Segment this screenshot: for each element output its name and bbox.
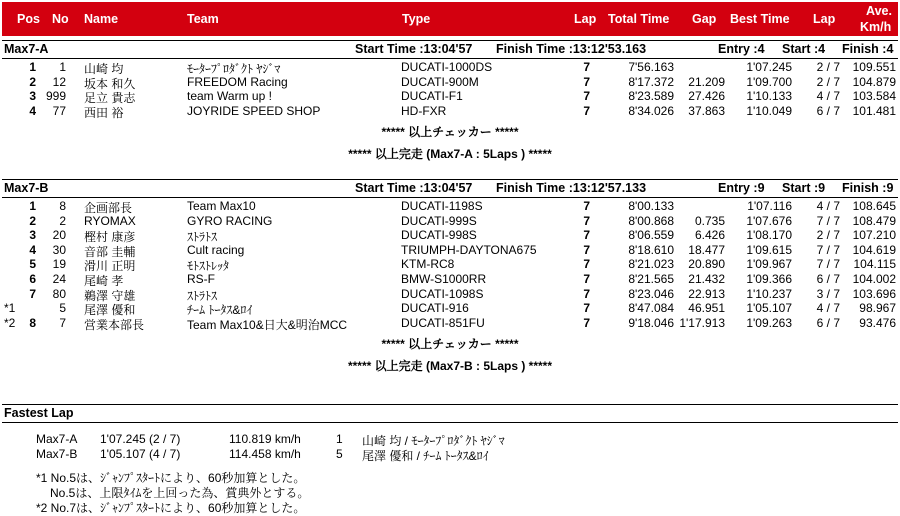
number: 12 [52, 74, 66, 89]
position: 4 [29, 242, 36, 257]
start-time: Start Time :13:04'57 [355, 181, 473, 195]
team-name: GYRO RACING [187, 213, 273, 228]
table-row [0, 214, 900, 228]
laps: 7 [583, 199, 590, 213]
table-row [0, 228, 900, 245]
bike-type: TRIUMPH-DAYTONA675 [401, 242, 537, 257]
number: 2 [59, 213, 66, 228]
team-name: ｽﾄﾗﾄｽ [187, 230, 218, 245]
bike-type: DUCATI-999S [401, 213, 477, 228]
class-name: Max7-B [36, 447, 78, 461]
laps: 7 [583, 228, 590, 243]
laps: 7 [583, 89, 590, 104]
laps: 7 [583, 213, 590, 228]
average-speed: 98.967 [859, 301, 896, 316]
header-kmh: Km/h [860, 20, 892, 34]
total-time: 8'47.084 [628, 301, 674, 316]
total-time: 8'23.589 [628, 89, 674, 104]
average-speed: 104.879 [852, 74, 896, 89]
team-name: ﾓﾄｽﾄﾚｯﾀ [187, 259, 230, 274]
best-time: 1'07.116 [747, 199, 792, 213]
position: 2 [29, 74, 36, 89]
section-bar-b [2, 179, 898, 198]
table-row [0, 316, 900, 330]
best-time: 1'09.366 [746, 272, 792, 286]
laps: 7 [583, 286, 590, 301]
rider-team: 山崎 均 / ﾓｰﾀｰﾌﾟﾛﾀﾞｸﾄ ﾔｼﾞﾏ [362, 434, 505, 448]
table-row [0, 243, 900, 257]
position: 1 [29, 199, 36, 213]
position: 5 [29, 257, 36, 272]
total-time: 7'56.163 [628, 60, 674, 74]
class-name: Max7-A [4, 42, 49, 56]
team-name: Cult racing [187, 242, 245, 257]
header-best-time: Best Time [730, 12, 790, 26]
best-lap: 2 / 7 [816, 228, 840, 243]
gap: 21.432 [688, 272, 725, 286]
position: 6 [29, 272, 36, 286]
note-2: No.5は、上限ﾀｲﾑを上回った為、賞典外とする。 [50, 486, 310, 500]
number: 24 [52, 272, 66, 286]
table-row [0, 60, 900, 74]
table-row [0, 89, 900, 106]
position: 4 [29, 103, 36, 118]
best-lap: 7 / 7 [816, 213, 840, 228]
bike-type: DUCATI-998S [401, 228, 477, 243]
rider-name: 尾澤 優和 [84, 303, 136, 318]
number: 7 [59, 315, 66, 330]
gap: 22.913 [688, 286, 725, 301]
total-time: 9'18.046 [628, 315, 674, 330]
finish-time: Finish Time :13:12'53.163 [496, 42, 647, 56]
team-name: team Warm up ! [187, 89, 272, 104]
header-ave: Ave. [866, 4, 892, 18]
team-name: ﾓｰﾀｰﾌﾟﾛﾀﾞｸﾄ ﾔｼﾞﾏ [187, 62, 281, 76]
best-lap: 4 / 7 [816, 89, 840, 104]
best-lap: 2 / 7 [816, 60, 840, 74]
rider-team: 尾澤 優和 / ﾁｰﾑ ﾄｰﾀｽ&ﾛｲ [362, 449, 489, 463]
gap: 37.863 [688, 103, 725, 118]
table-row [0, 104, 900, 118]
class-name: Max7-B [4, 181, 49, 195]
best-time: 1'07.245 [746, 60, 792, 74]
class-name: Max7-A [36, 432, 78, 446]
rider-name: 足立 貴志 [84, 91, 136, 106]
number: 5 [336, 447, 343, 461]
gap: 6.426 [694, 228, 725, 243]
entry-count: Entry :9 [718, 181, 765, 195]
header-total-time: Total Time [608, 12, 670, 26]
note-3: *2 No.7は、ｼﾞｬﾝﾌﾟｽﾀｰﾄにより、60秒加算とした。 [36, 501, 306, 515]
finish-time: Finish Time :13:12'57.133 [496, 181, 647, 195]
gap: 1'17.913 [679, 315, 725, 330]
gap: 27.426 [688, 89, 725, 104]
team-name: JOYRIDE SPEED SHOP [187, 103, 321, 118]
average-speed: 109.551 [852, 60, 896, 74]
best-time: 1'10.049 [746, 103, 792, 118]
total-time: 8'21.565 [628, 272, 674, 286]
bike-type: HD-FXR [401, 103, 447, 118]
best-time: 1'08.170 [746, 228, 792, 243]
rider-name: 尾崎 孝 [84, 274, 124, 288]
number: 999 [45, 89, 66, 104]
bike-type: DUCATI-1098S [401, 286, 484, 301]
fastest-speed: 110.819 km/h [229, 432, 301, 446]
table-row [0, 75, 900, 89]
fastest-lap-row [0, 432, 900, 446]
fastest-lap-bar [2, 404, 898, 423]
number: 8 [59, 199, 66, 213]
header-team: Team [187, 12, 219, 26]
header-gap: Gap [692, 12, 717, 26]
fastest-lap-row [0, 447, 900, 461]
total-time: 8'00.133 [628, 199, 674, 213]
bike-type: DUCATI-900M [401, 74, 479, 89]
team-name: ﾁｰﾑ ﾄｰﾀｽ&ﾛｲ [187, 303, 253, 318]
average-speed: 104.619 [852, 242, 896, 257]
best-lap: 2 / 7 [816, 74, 840, 89]
bike-type: DUCATI-851FU [401, 315, 485, 330]
team-name: FREEDOM Racing [187, 74, 288, 89]
position: 3 [29, 228, 36, 243]
best-time: 1'09.615 [746, 242, 792, 257]
number: 77 [52, 103, 66, 118]
laps: 7 [583, 242, 590, 257]
best-time: 1'10.237 [746, 286, 792, 301]
bike-type: DUCATI-1000DS [401, 60, 493, 74]
number: 30 [52, 242, 66, 257]
fastest-time: 1'07.245 (2 / 7) [100, 432, 181, 446]
total-time: 8'06.559 [628, 228, 674, 243]
average-speed: 108.645 [852, 199, 896, 213]
penalty-mark: *1 [4, 301, 16, 316]
total-time: 8'21.023 [628, 257, 674, 272]
rider-name: 山崎 均 [84, 62, 124, 76]
finish-count: Finish :4 [842, 42, 894, 56]
total-time: 8'18.610 [628, 242, 674, 257]
rider-name: 鵜澤 守雄 [84, 288, 136, 303]
total-time: 8'23.046 [628, 286, 674, 301]
header-pos: Pos [17, 12, 40, 26]
number: 20 [52, 228, 66, 243]
gap: 18.477 [688, 242, 725, 257]
checker-line: ***** 以上チェッカー ***** [381, 125, 519, 139]
rider-name: RYOMAX [84, 213, 136, 228]
position: 7 [29, 286, 36, 301]
bike-type: KTM-RC8 [401, 257, 455, 272]
start-time: Start Time :13:04'57 [355, 42, 473, 56]
team-name: ｽﾄﾗﾄｽ [187, 288, 218, 303]
fastest-time: 1'05.107 (4 / 7) [100, 447, 181, 461]
bike-type: DUCATI-1198S [401, 199, 483, 213]
rider-name: 企画部長 [84, 201, 133, 215]
complete-line: ***** 以上完走 (Max7-A : 5Laps ) ***** [348, 147, 552, 161]
average-speed: 108.479 [852, 213, 896, 228]
average-speed: 104.115 [853, 257, 896, 272]
bike-type: BMW-S1000RR [401, 272, 487, 286]
gap: 20.890 [688, 257, 725, 272]
average-speed: 103.584 [852, 89, 896, 104]
laps: 7 [583, 74, 590, 89]
header-lap: Lap [574, 12, 597, 26]
best-time: 1'09.263 [746, 315, 792, 330]
checker-line: ***** 以上チェッカー ***** [381, 337, 519, 351]
rider-name: 樫村 康彦 [84, 230, 136, 245]
best-lap: 3 / 7 [816, 286, 840, 301]
header-best-lap: Lap [813, 12, 836, 26]
number: 1 [59, 60, 66, 74]
laps: 7 [583, 301, 590, 316]
position: 1 [29, 60, 36, 74]
best-lap: 7 / 7 [816, 242, 840, 257]
average-speed: 107.210 [852, 228, 896, 243]
laps: 7 [583, 257, 590, 272]
best-time: 1'10.133 [746, 89, 792, 104]
entry-count: Entry :4 [718, 42, 765, 56]
total-time: 8'34.026 [628, 103, 674, 118]
position: 2 [29, 213, 36, 228]
laps: 7 [583, 60, 590, 74]
bike-type: DUCATI-916 [401, 301, 469, 316]
start-count: Start :4 [782, 42, 826, 56]
note-1: *1 No.5は、ｼﾞｬﾝﾌﾟｽﾀｰﾄにより、60秒加算とした。 [36, 471, 306, 485]
table-row [0, 301, 900, 318]
gap: 21.209 [688, 74, 725, 89]
rider-name: 営業本部長 [84, 317, 145, 332]
laps: 7 [583, 272, 590, 286]
header-name: Name [84, 12, 119, 26]
best-time: 1'09.967 [746, 257, 792, 272]
section-bar-a [2, 40, 898, 59]
rider-name: 西田 裕 [84, 105, 124, 120]
total-time: 8'17.372 [628, 74, 674, 89]
best-time: 1'09.700 [746, 74, 792, 89]
position: 8 [29, 315, 36, 330]
rider-name: 坂本 和久 [84, 76, 136, 91]
best-time: 1'07.676 [746, 213, 792, 228]
table-row [0, 199, 900, 213]
finish-count: Finish :9 [842, 181, 894, 195]
gap: 46.951 [688, 301, 725, 316]
table-row [0, 287, 900, 301]
number: 5 [59, 301, 66, 316]
best-lap: 4 / 7 [816, 301, 840, 316]
table-row [0, 272, 900, 286]
best-lap: 6 / 7 [816, 272, 840, 286]
gap: 0.735 [694, 213, 725, 228]
rider-name: 滑川 正明 [84, 259, 136, 274]
complete-line: ***** 以上完走 (Max7-B : 5Laps ) ***** [347, 359, 553, 373]
number: 1 [336, 432, 343, 446]
header-type: Type [402, 12, 431, 26]
average-speed: 93.476 [859, 315, 896, 330]
penalty-mark: *2 [4, 315, 16, 330]
best-lap: 4 / 7 [816, 199, 840, 213]
rider-name: 音部 圭輔 [84, 244, 136, 259]
average-speed: 101.481 [852, 103, 896, 118]
fastest-lap-title: Fastest Lap [4, 406, 74, 420]
table-row [0, 257, 900, 274]
best-lap: 7 / 7 [816, 257, 840, 272]
number: 80 [52, 286, 66, 301]
position: 3 [29, 89, 36, 104]
number: 19 [52, 257, 66, 272]
bike-type: DUCATI-F1 [401, 89, 463, 104]
best-lap: 6 / 7 [816, 315, 840, 330]
best-time: 1'05.107 [746, 301, 792, 316]
header-no: No [52, 12, 69, 26]
laps: 7 [583, 315, 590, 330]
average-speed: 103.696 [852, 286, 896, 301]
best-lap: 6 / 7 [816, 103, 840, 118]
fastest-speed: 114.458 km/h [229, 447, 301, 461]
average-speed: 104.002 [852, 272, 896, 286]
results-header [2, 2, 898, 36]
start-count: Start :9 [782, 181, 826, 195]
team-name: RS-F [187, 272, 215, 286]
laps: 7 [583, 103, 590, 118]
team-name: Team Max10 [187, 199, 256, 213]
team-name: Team Max10&日大&明治MCC [187, 317, 348, 332]
total-time: 8'00.868 [628, 213, 674, 228]
